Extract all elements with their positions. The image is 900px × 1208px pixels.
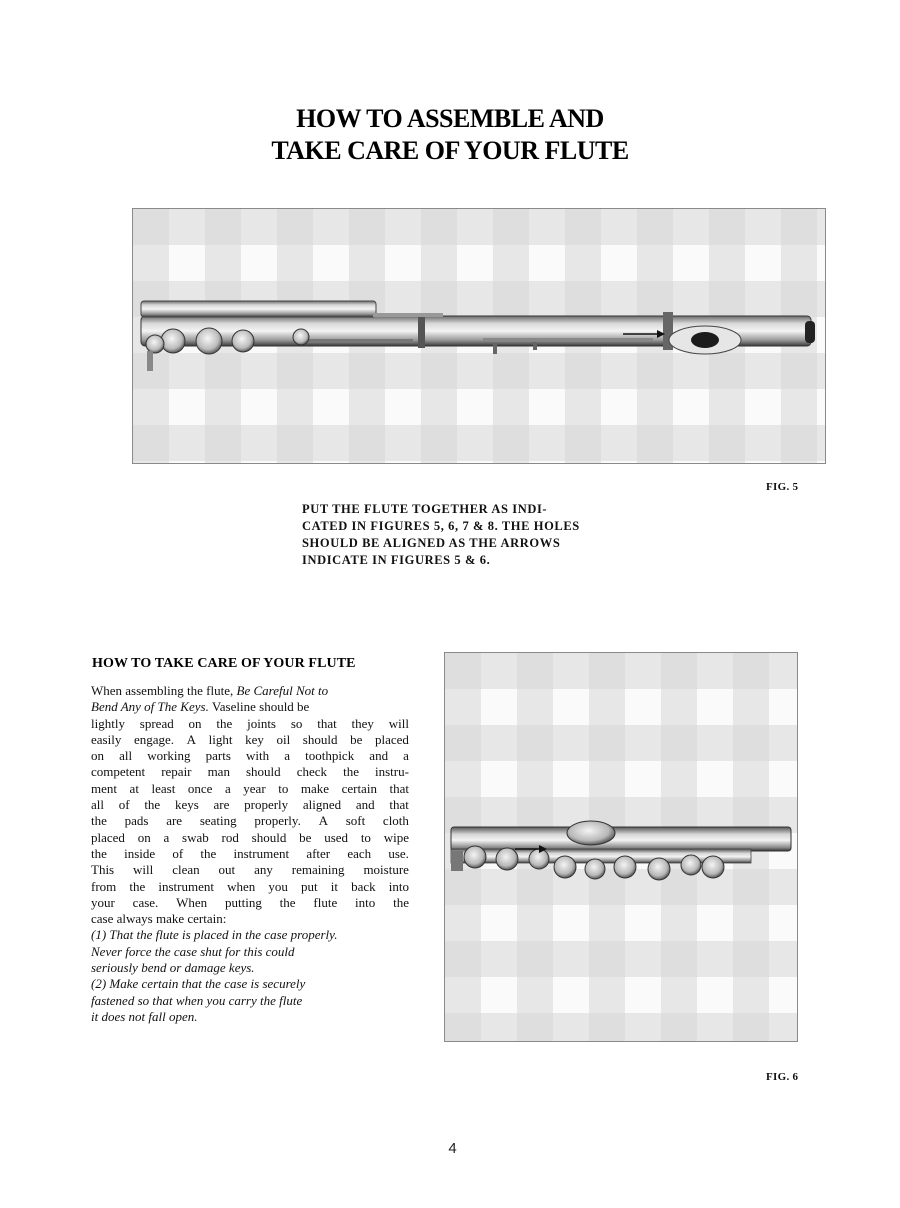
paragraph-line: placed on a swab rod should be used to wipe	[91, 829, 409, 845]
figure-5-flute-photo	[132, 208, 826, 464]
care-paragraph	[91, 683, 409, 1025]
page-title-line-1: HOW TO ASSEMBLE AND	[296, 104, 604, 133]
paragraph-line: from the instrument when you put it back into	[91, 878, 409, 894]
instructions-line: SHOULD BE ALIGNED AS THE ARROWS	[302, 536, 561, 550]
figure-6-flute-photo	[444, 652, 798, 1042]
paragraph-line: on all working parts with a toothpick and a	[91, 748, 409, 764]
instructions-line: INDICATE IN FIGURES 5 & 6.	[302, 553, 491, 567]
paragraph-line: easily engage. A light key oil should be placed	[91, 731, 409, 747]
emphasis-text: Be Careful Not to	[236, 683, 329, 698]
italic-line: Never force the case shut for this could	[91, 943, 295, 959]
paragraph-line	[91, 683, 409, 699]
flute-illustration	[133, 209, 825, 463]
figure-6-label: FIG. 6	[766, 1071, 799, 1083]
paragraph-line: This will clean out any remaining moisture	[91, 862, 409, 878]
flute-body-illustration	[445, 653, 797, 1041]
paragraph-line: lightly spread on the joints so that they will	[91, 715, 409, 731]
italic-line: seriously bend or damage keys.	[91, 960, 255, 976]
paragraph-line: the inside of the instrument after each use.	[91, 845, 409, 861]
paragraph-line: competent repair man should check the instru-	[91, 764, 409, 780]
paragraph-line: all of the keys are properly aligned and that	[91, 797, 409, 813]
page-title	[0, 103, 900, 167]
paragraph-line: ment at least once a year to make certain that	[91, 780, 409, 796]
italic-line: (2) Make certain that the case is securely	[91, 976, 306, 992]
page-number: 4	[448, 1140, 457, 1157]
italic-line: it does not fall open.	[91, 1008, 198, 1024]
paragraph-text: When assembling the flute,	[91, 683, 237, 698]
instructions-line: CATED IN FIGURES 5, 6, 7 & 8. THE HOLES	[302, 519, 580, 533]
figure-5-label: FIG. 5	[766, 481, 799, 493]
emphasis-text: Bend Any of The Keys.	[91, 699, 209, 715]
paragraph-text: Vaseline should be	[208, 699, 310, 715]
italic-line: (1) That the flute is placed in the case properly.	[91, 927, 338, 943]
paragraph-line	[91, 699, 409, 715]
page-title-line-2: TAKE CARE OF YOUR FLUTE	[271, 136, 629, 165]
paragraph-line: case always make certain:	[91, 911, 227, 927]
italic-line: fastened so that when you carry the flute	[91, 992, 303, 1008]
paragraph-line: the pads are seating properly. A soft cloth	[91, 813, 409, 829]
assembly-instructions	[302, 501, 620, 569]
instructions-line: PUT THE FLUTE TOGETHER AS INDI-	[302, 502, 548, 516]
care-section-heading: HOW TO TAKE CARE OF YOUR FLUTE	[92, 656, 356, 671]
paragraph-line: your case. When putting the flute into the	[91, 894, 409, 910]
